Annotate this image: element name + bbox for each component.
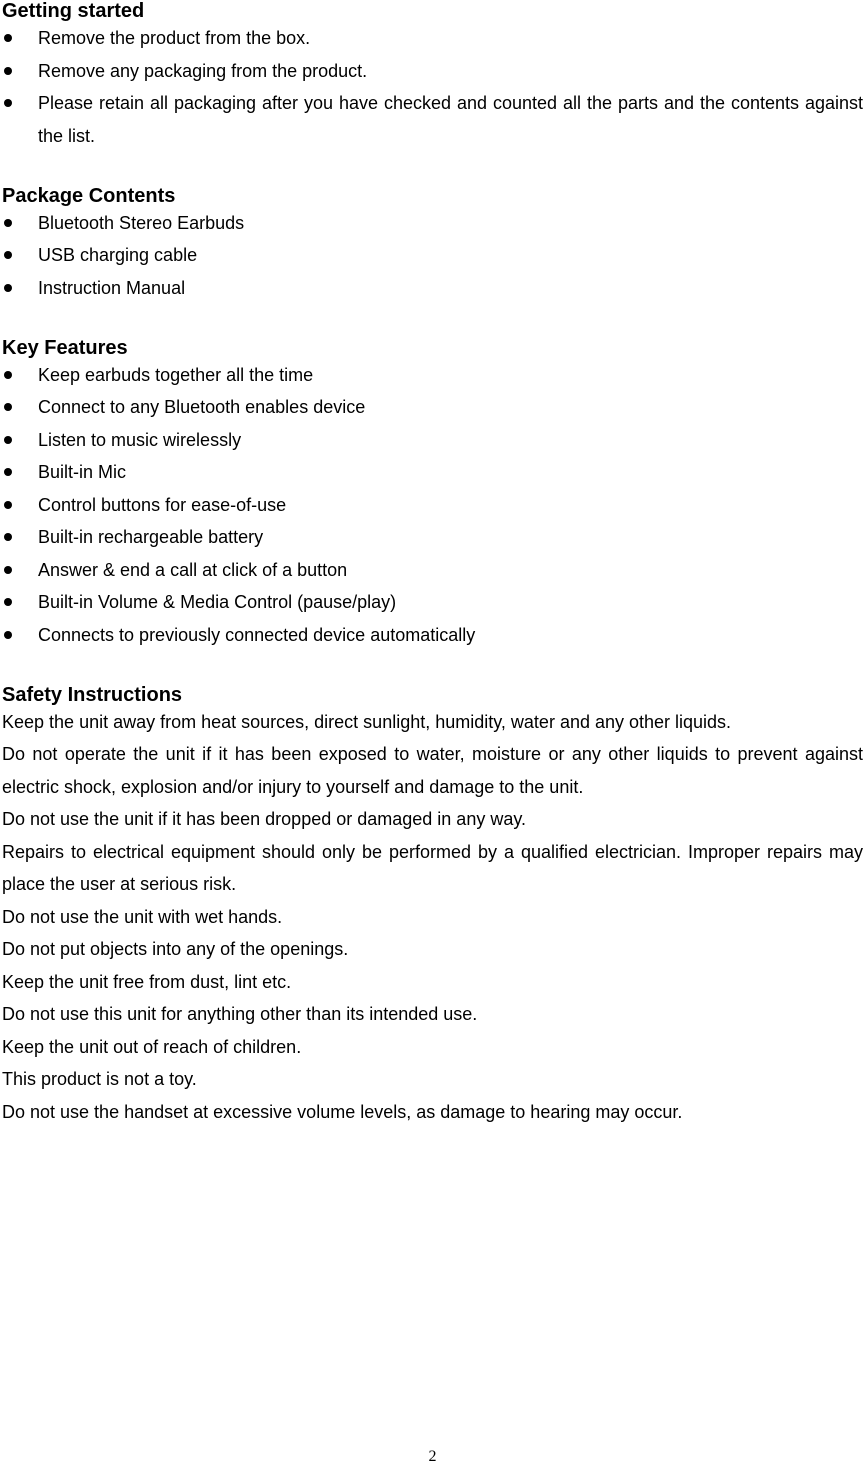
list-item-text: Bluetooth Stereo Earbuds (38, 212, 245, 233)
section-spacer (2, 304, 863, 337)
getting-started-list (2, 22, 863, 152)
list-item-text: Remove the product from the box. (38, 28, 311, 48)
bullet-icon (4, 284, 12, 292)
safety-instructions-section (2, 684, 863, 1129)
list-item (2, 521, 863, 554)
key-features-section (2, 337, 863, 652)
safety-instructions-heading: Safety Instructions (2, 683, 183, 706)
safety-paragraph: Keep the unit free from dust, lint etc. (2, 971, 292, 992)
bullet-icon (4, 631, 12, 639)
bullet-icon (4, 533, 12, 541)
list-item (2, 55, 863, 88)
list-item (2, 554, 863, 587)
bullet-icon (4, 67, 12, 75)
list-item-text: Connects to previously connected device automatically (38, 624, 476, 645)
list-item (2, 586, 863, 619)
list-item-text: Please retain all packaging after you have checked and counted all the parts and the contents against the list. (38, 93, 863, 146)
safety-paragraph: Do not operate the unit if it has been exposed to water, moisture or any other liquids to prevent against electric shock, explosion and/or injury to yourself and damage to the unit. (2, 744, 863, 797)
section-spacer (2, 152, 863, 185)
bullet-icon (4, 371, 12, 379)
list-item (2, 359, 863, 392)
list-item-text: Answer & end a call at click of a button (38, 559, 348, 580)
list-item (2, 239, 863, 272)
bullet-icon (4, 468, 12, 476)
getting-started-heading: Getting started (2, 0, 145, 22)
bullet-icon (4, 403, 12, 411)
bullet-icon (4, 598, 12, 606)
safety-paragraph: Do not use the unit with wet hands. (2, 906, 283, 927)
safety-paragraph: Keep the unit out of reach of children. (2, 1036, 302, 1057)
safety-paragraph: This product is not a toy. (2, 1069, 197, 1089)
getting-started-section (2, 0, 863, 152)
list-item-text: Built-in Mic (38, 462, 127, 482)
package-contents-section (2, 185, 863, 305)
list-item-text: Control buttons for ease-of-use (38, 494, 287, 515)
safety-paragraph: Repairs to electrical equipment should only be performed by a qualified electrician. Improper repairs may place the user at serious risk. (2, 841, 863, 894)
list-item-text: Remove any packaging from the product. (38, 60, 368, 81)
bullet-icon (4, 436, 12, 444)
list-item (2, 619, 863, 652)
list-item (2, 207, 863, 240)
package-contents-heading: Package Contents (2, 184, 176, 207)
bullet-icon (4, 219, 12, 227)
list-item (2, 22, 863, 55)
document-page (2, 0, 863, 1128)
safety-paragraph: Do not put objects into any of the openings. (2, 939, 349, 959)
list-item (2, 272, 863, 305)
list-item-text: Connect to any Bluetooth enables device (38, 397, 366, 417)
safety-paragraph: Keep the unit away from heat sources, direct sunlight, humidity, water and any other liquids. (2, 711, 732, 732)
list-item-text: Built-in Volume & Media Control (pause/play) (38, 592, 397, 612)
safety-paragraph: Do not use this unit for anything other than its intended use. (2, 1004, 478, 1024)
safety-paragraph: Do not use the unit if it has been dropped or damaged in any way. (2, 809, 527, 829)
bullet-icon (4, 566, 12, 574)
list-item (2, 424, 863, 457)
list-item-text: Instruction Manual (38, 277, 186, 298)
bullet-icon (4, 251, 12, 259)
bullet-icon (4, 99, 12, 107)
key-features-list (2, 359, 863, 652)
bullet-icon (4, 34, 12, 42)
bullet-icon (4, 501, 12, 509)
section-spacer (2, 651, 863, 684)
list-item (2, 456, 863, 489)
list-item-text: USB charging cable (38, 245, 198, 265)
key-features-heading: Key Features (2, 336, 128, 359)
list-item (2, 489, 863, 522)
package-contents-list (2, 207, 863, 305)
list-item-text: Keep earbuds together all the time (38, 364, 314, 385)
list-item-text: Built-in rechargeable battery (38, 527, 264, 547)
list-item-text: Listen to music wirelessly (38, 429, 242, 450)
list-item (2, 87, 863, 152)
safety-paragraph: Do not use the handset at excessive volume levels, as damage to hearing may occur. (2, 1101, 683, 1122)
page-number: 2 (428, 1448, 437, 1465)
list-item (2, 391, 863, 424)
